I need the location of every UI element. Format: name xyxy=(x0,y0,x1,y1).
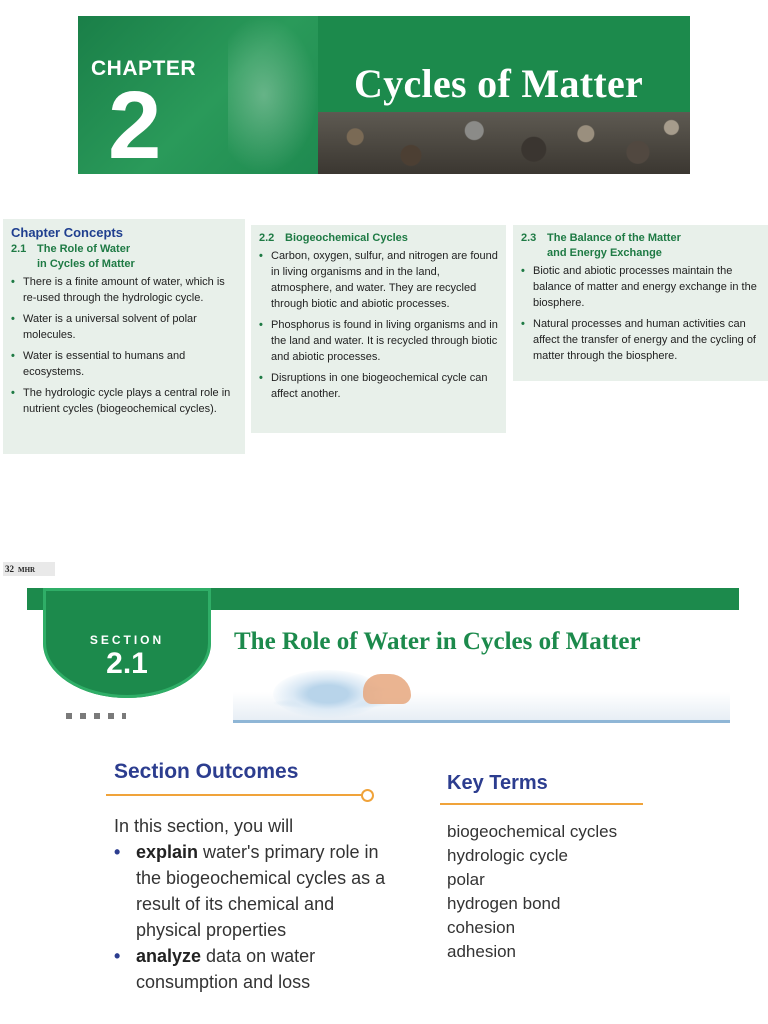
key-terms-rule xyxy=(440,803,643,805)
section-title: The Role of Water in Cycles of Matter xyxy=(234,628,641,655)
outcomes-list xyxy=(114,839,404,995)
key-term: polar xyxy=(447,870,485,889)
concept-title xyxy=(547,231,681,261)
publisher-label: MHR xyxy=(18,566,36,574)
page-number: 32 xyxy=(5,564,14,574)
concept-subhead xyxy=(521,231,760,261)
concept-bullet: • Carbon, oxygen, sulfur, and nitrogen are found in living organisms and in the land, atmosphere, and water. They are recycled through biotic and abiotic processes. xyxy=(259,248,498,312)
banner-rock-image xyxy=(318,112,690,174)
key-term: cohesion xyxy=(447,918,516,937)
concept-title: Biogeochemical Cycles xyxy=(285,232,408,244)
concept-number: 2.3 xyxy=(521,232,537,244)
key-terms-heading: Key Terms xyxy=(447,772,548,794)
concept-title-line: The Balance of the Matter xyxy=(547,232,681,244)
concept-title-line: and Energy Exchange xyxy=(547,247,662,259)
chapter-title: Cycles of Matter xyxy=(354,61,644,106)
concept-bullet: • Disruptions in one biogeochemical cycle can affect another. xyxy=(259,370,498,402)
key-terms-list xyxy=(447,820,617,964)
concept-box-2-2 xyxy=(251,225,506,433)
page-number-tab xyxy=(3,562,55,576)
outcomes-body xyxy=(114,813,404,995)
outcome-text: water's primary role in the biogeochemical cycles as a result of its chemical and physical properties xyxy=(136,842,386,940)
section-badge xyxy=(43,588,211,698)
concept-box-2-3 xyxy=(513,225,768,381)
hand-shape xyxy=(363,674,411,704)
outcome-text: data on water consumption and loss xyxy=(136,946,316,992)
concept-title-line: in Cycles of Matter xyxy=(37,258,135,270)
chapter-banner xyxy=(78,16,690,174)
concept-number: 2.2 xyxy=(259,232,275,244)
key-term: adhesion xyxy=(447,942,517,961)
outcome-verb: explain xyxy=(136,842,199,862)
concept-bullet: • Biotic and abiotic processes maintain the balance of matter and energy exchange in the biosphere. xyxy=(521,263,760,311)
key-term: hydrogen bond xyxy=(447,894,561,913)
clipped-text-fragment xyxy=(66,713,126,719)
concept-title-line: The Role of Water xyxy=(37,243,131,255)
outcome-verb: analyze xyxy=(136,946,202,966)
concept-bullet: • Water is a universal solvent of polar molecules. xyxy=(11,311,237,343)
concept-number: 2.1 xyxy=(11,243,27,255)
concept-bullets xyxy=(521,263,760,364)
section-number: 2.1 xyxy=(106,647,148,680)
outcomes-rule xyxy=(106,794,366,796)
outcome-item xyxy=(114,943,404,995)
outcomes-rule-end-dot xyxy=(361,789,374,802)
chapter-number: 2 xyxy=(108,72,162,174)
section-water-image xyxy=(233,664,730,723)
concept-subhead xyxy=(259,231,498,246)
outcomes-intro: In this section, you will xyxy=(114,816,294,836)
concept-box-2-1 xyxy=(3,219,245,454)
concept-bullet: • There is a finite amount of water, which is re-used through the hydrologic cycle. xyxy=(11,274,237,306)
section-label: SECTION xyxy=(89,633,165,647)
concept-bullet: • Water is essential to humans and ecosystems. xyxy=(11,348,237,380)
concept-bullets xyxy=(259,248,498,402)
concept-title xyxy=(37,242,135,272)
key-term: hydrologic cycle xyxy=(447,846,568,865)
outcome-item xyxy=(114,839,404,943)
concept-subhead xyxy=(11,242,237,272)
concept-bullet: • Natural processes and human activities can affect the transfer of energy and the cycling of matter through the biosphere. xyxy=(521,316,760,364)
key-term: biogeochemical cycles xyxy=(447,822,618,841)
concept-bullets xyxy=(11,274,237,417)
section-outcomes-heading: Section Outcomes xyxy=(114,760,299,783)
chapter-label: CHAPTER xyxy=(91,57,197,80)
concept-bullet: • Phosphorus is found in living organisms and in the land and water. It is recycled through biotic and abiotic processes. xyxy=(259,317,498,365)
concept-bullet: • The hydrologic cycle plays a central role in nutrient cycles (biogeochemical cycles). xyxy=(11,385,237,417)
chapter-concepts-heading: Chapter Concepts xyxy=(11,225,123,240)
